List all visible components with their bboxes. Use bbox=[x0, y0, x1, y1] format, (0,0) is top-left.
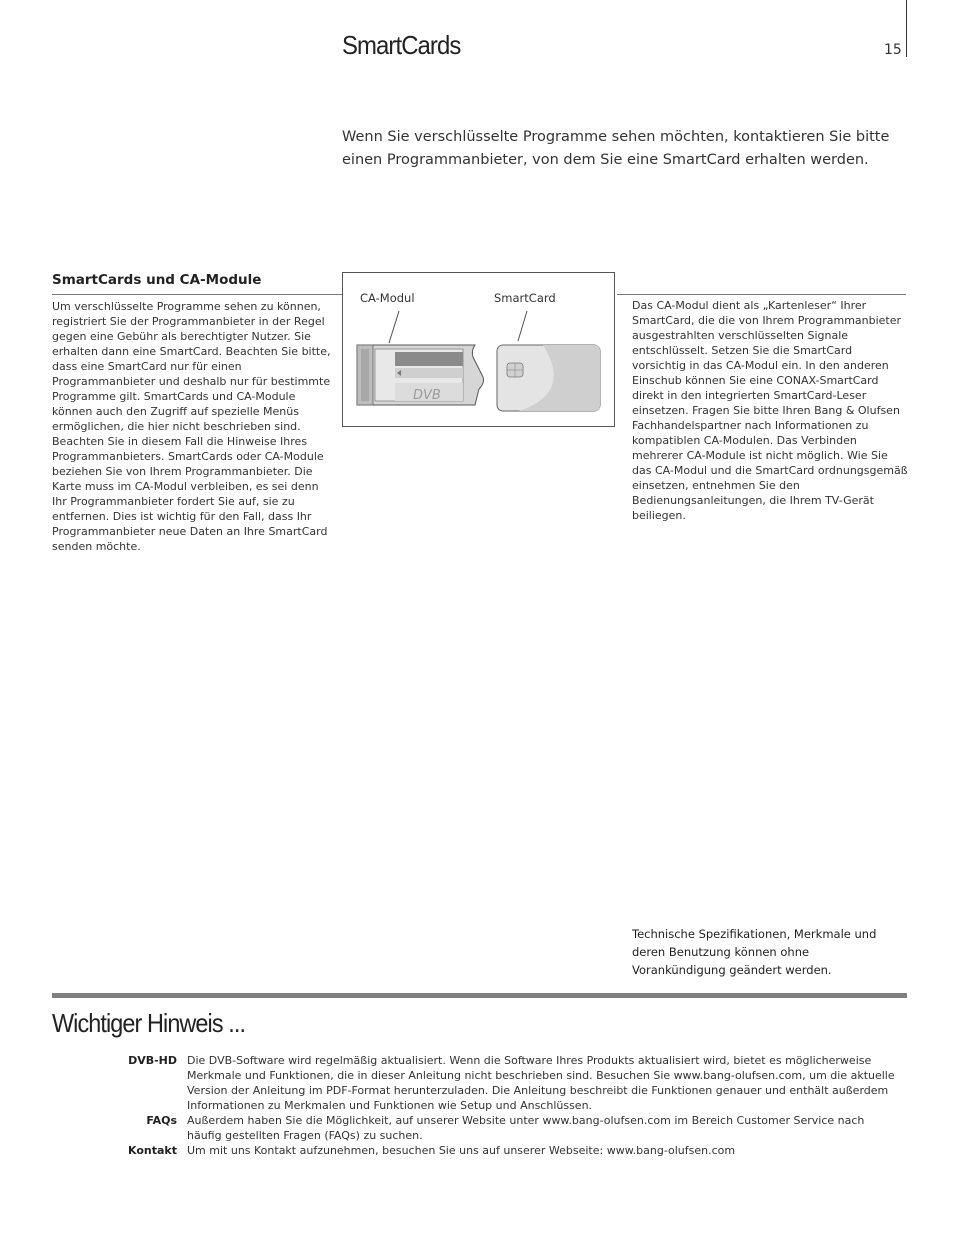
intro-paragraph: Wenn Sie verschlüsselte Programme sehen möchten, kontaktieren Sie bitte einen Programmanbieter, von dem Sie eine SmartCard erhalten werden. bbox=[342, 129, 890, 168]
smartcard-label: SmartCard bbox=[494, 291, 556, 305]
notice-key: DVB-HD bbox=[128, 1054, 177, 1067]
notice-row-faqs bbox=[52, 1113, 902, 1143]
section-heading: SmartCards und CA-Module bbox=[52, 272, 262, 288]
ca-module-figure bbox=[342, 272, 615, 427]
section-body-right: Das CA-Modul dient als „Kartenleser“ Ihrer SmartCard, die die von Ihrem Programmanbieter ausgestrahlten verschlüsselten Signale entschlüsselt. Setzen Sie die SmartCard vorsichtig in das CA-Modul ein. In den anderen Einschub können Sie eine CONAX-SmartCard direkt in den integrierten SmartCard-Leser einsetzen. Fragen Sie bitte Ihren Bang & Olufsen Fachhandelspartner nach Informationen zu kompatiblen CA-Modulen. Das Verbinden mehrerer CA-Module ist nicht möglich. Wie Sie das CA-Modul und die SmartCard ordnungsgemäß einsetzen, entnehmen Sie den Bedienungsanleitungen, die Ihrem TV-Gerät beiliegen. bbox=[632, 299, 908, 522]
ca-module-illustration bbox=[343, 273, 614, 426]
section-body-left: Um verschlüsselte Programme sehen zu können, registriert Sie der Programmanbieter in der Regel gegen eine Gebühr als berechtigter Nutzer. Sie erhalten dann eine SmartCard. Beachten Sie bitte, dass eine SmartCard nur für einen Programmanbieter und deshalb nur für bestimmte Programme gilt. SmartCards und CA-Module können auch den Zugriff auf spezielle Menüs ermöglichen, die hier nicht beschrieben sind. Beachten Sie in diesem Fall die Hinweise Ihres Programmanbieters. SmartCards oder CA-Module beziehen Sie von Ihrem Programmanbieter. Die Karte muss im CA-Modul verbleiben, es sei denn Ihr Programmanbieter fordert Sie auf, sie zu entfernen. Dies ist wichtig für den Fall, dass Ihr Programmanbieter neue Daten an Ihre SmartCard senden möchte. bbox=[52, 300, 331, 553]
notice-key: FAQs bbox=[146, 1114, 177, 1127]
section-divider-right bbox=[617, 294, 906, 295]
notice-key: Kontakt bbox=[128, 1144, 177, 1157]
page-number: 15 bbox=[884, 42, 902, 58]
ca-module-label: CA-Modul bbox=[360, 291, 415, 305]
notice-row-dvb-hd bbox=[52, 1053, 902, 1113]
notice-text: Außerdem haben Sie die Möglichkeit, auf unserer Website unter www.bang-olufsen.com im Bereich Customer Service nach häufig gestellten Fragen (FAQs) zu suchen. bbox=[187, 1114, 865, 1142]
notice-divider-bar bbox=[52, 993, 907, 998]
notice-row-kontakt bbox=[52, 1143, 902, 1158]
notice-text: Um mit uns Kontakt aufzunehmen, besuchen Sie uns auf unserer Webseite: www.bang-olufsen.com bbox=[187, 1144, 736, 1157]
section-divider-left bbox=[52, 294, 342, 295]
notice-heading: Wichtiger Hinweis ... bbox=[52, 1008, 246, 1038]
dvb-logo: DVB bbox=[413, 388, 441, 403]
spec-note: Technische Spezifikationen, Merkmale und deren Benutzung können ohne Vorankündigung geändert werden. bbox=[632, 927, 877, 977]
notice-text: Die DVB-Software wird regelmäßig aktualisiert. Wenn die Software Ihres Produkts aktualisiert wird, bietet es möglicherweise Merkmale und Funktionen, die in dieser Anleitung nicht beschrieben sind. Besuchen Sie www.bang-olufsen.com, um die aktuelle Version der Anleitung im PDF-Format herunterzuladen. Die Anleitung beschreibt die Funktionen genauer und enthält außerdem Informationen zu Merkmalen und Funktionen wie Setup und Anschlüssen. bbox=[187, 1054, 895, 1112]
page-title: SmartCards bbox=[342, 30, 461, 60]
page-edge-rule bbox=[906, 0, 907, 57]
